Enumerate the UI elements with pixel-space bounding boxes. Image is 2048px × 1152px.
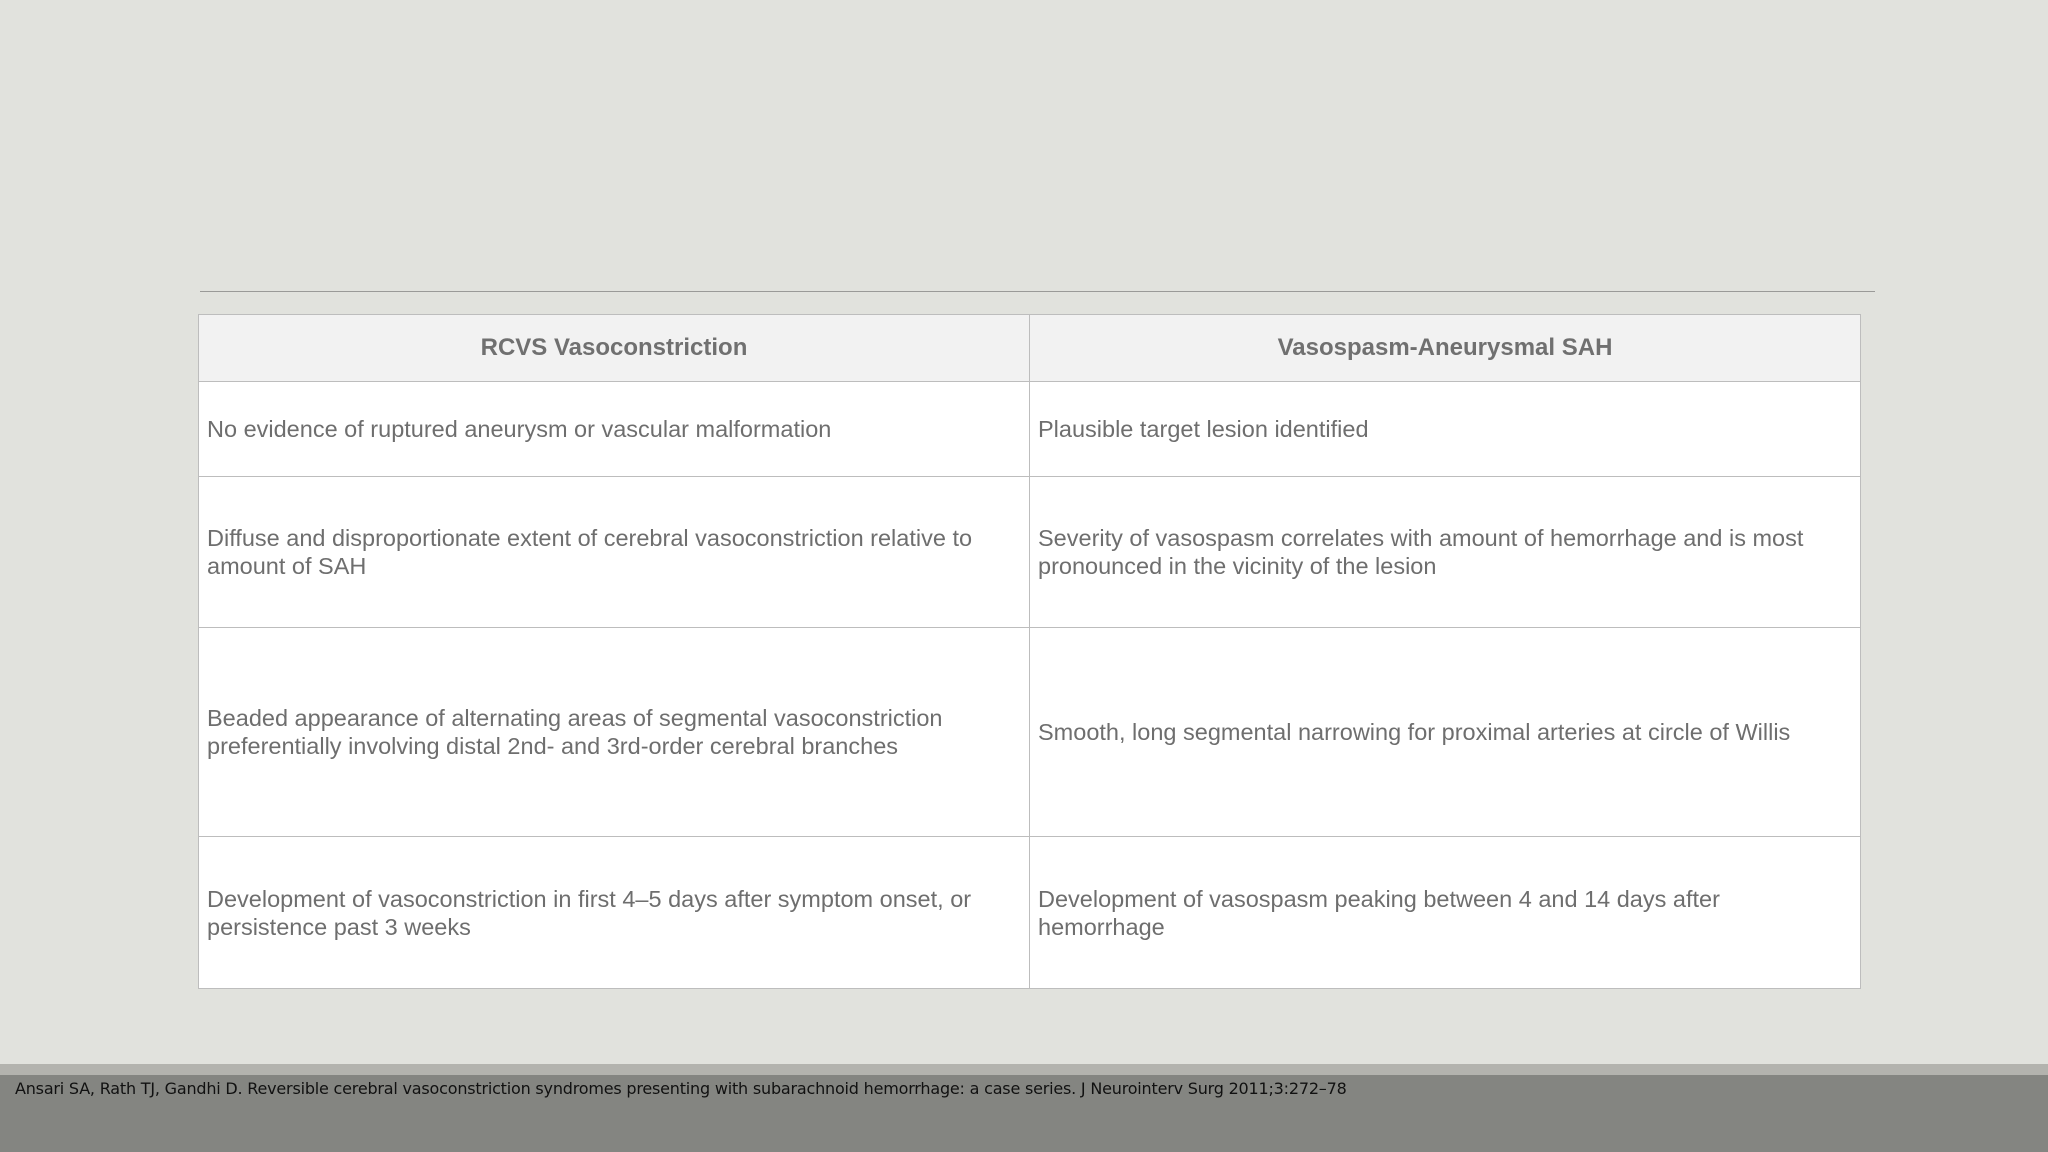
table-header-row (199, 315, 1861, 382)
vasospasm-cell: Severity of vasospasm correlates with amount of hemorrhage and is most pronounced in the vicinity of the lesion (1030, 477, 1861, 628)
rcvs-cell: Beaded appearance of alternating areas of segmental vasoconstriction preferentially involving distal 2nd- and 3rd-order cerebral branches (199, 628, 1030, 837)
header-vasospasm: Vasospasm-Aneurysmal SAH (1030, 315, 1861, 382)
vasospasm-cell: Smooth, long segmental narrowing for proximal arteries at circle of Willis (1030, 628, 1861, 837)
comparison-table (198, 314, 1861, 989)
rcvs-cell: No evidence of ruptured aneurysm or vascular malformation (199, 382, 1030, 477)
footer-accent-band (0, 1064, 2048, 1075)
vasospasm-cell: Plausible target lesion identified (1030, 382, 1861, 477)
table-row (199, 477, 1861, 628)
citation-text: Ansari SA, Rath TJ, Gandhi D. Reversible cerebral vasoconstriction syndromes presenting with subarachnoid hemorrhage: a case series. J Neurointerv Surg 2011;3:272–78 (15, 1079, 1347, 1098)
title-divider (200, 291, 1875, 292)
table-row (199, 382, 1861, 477)
vasospasm-cell: Development of vasospasm peaking between 4 and 14 days after hemorrhage (1030, 837, 1861, 989)
table-row (199, 628, 1861, 837)
rcvs-cell: Development of vasoconstriction in first 4–5 days after symptom onset, or persistence past 3 weeks (199, 837, 1030, 989)
rcvs-cell: Diffuse and disproportionate extent of cerebral vasoconstriction relative to amount of SAH (199, 477, 1030, 628)
header-rcvs: RCVS Vasoconstriction (199, 315, 1030, 382)
table-row (199, 837, 1861, 989)
